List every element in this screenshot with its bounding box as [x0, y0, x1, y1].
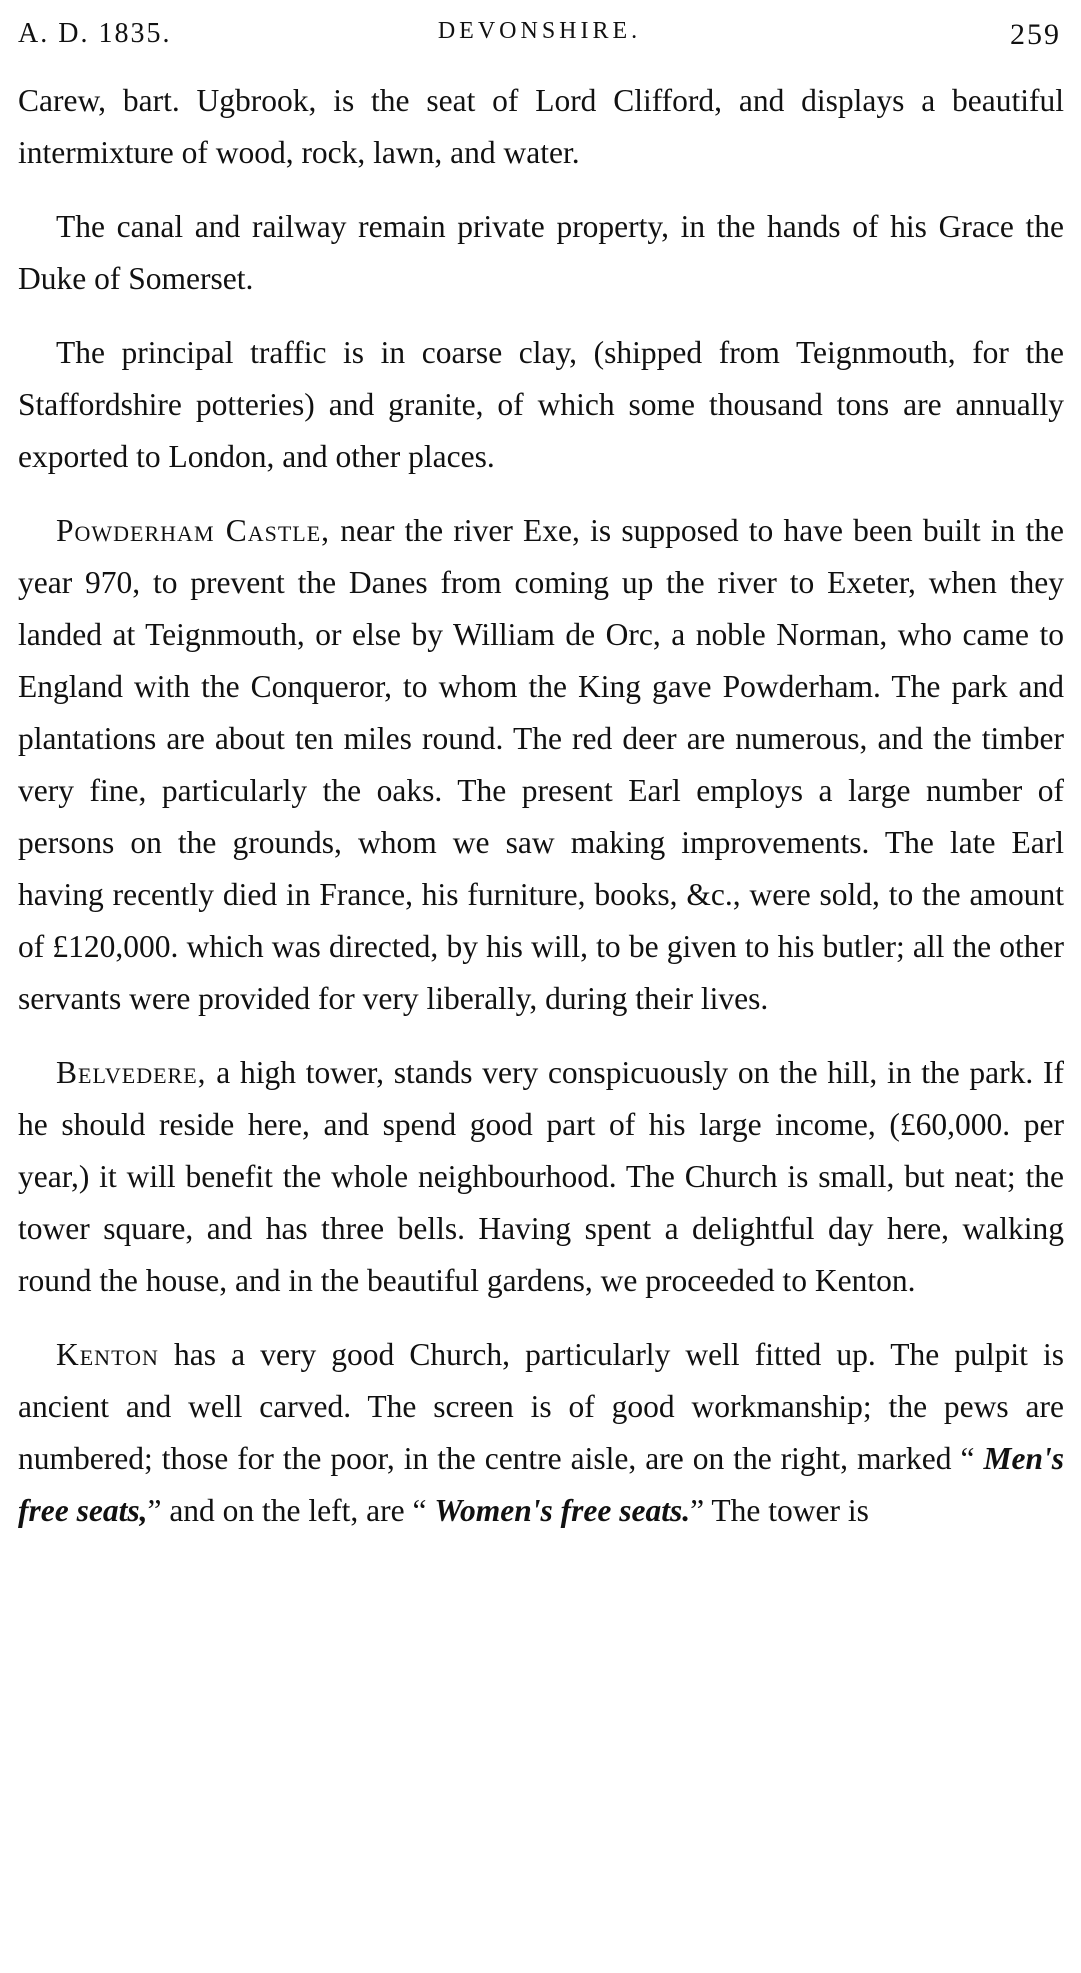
paragraph-belvedere [18, 1047, 1064, 1307]
paragraph-lead: Belvedere, [56, 1055, 207, 1090]
italic-phrase: Men's free seats, [18, 1441, 1064, 1528]
header-date: A. D. 1835. [18, 18, 172, 49]
paragraph-powderham [18, 505, 1064, 1025]
paragraph-lead: Powderham Castle, [56, 513, 331, 548]
paragraph-traffic [18, 327, 1064, 483]
paragraph-lead: Kenton [56, 1337, 159, 1372]
paragraph-text: ” and on the left, are “ [147, 1493, 435, 1528]
running-head [18, 18, 1061, 58]
paragraph-text: ” The tower is [690, 1493, 869, 1528]
header-title: DEVONSHIRE. [437, 18, 642, 44]
body-text [18, 75, 1064, 1559]
paragraph-text: The principal traffic is in coarse clay, (shipped from Teignmouth, for the Staffordshire potteries) and granite, of which some thousand tons are annually exported to London, and other places. [18, 335, 1064, 474]
page-number: 259 [1010, 18, 1061, 51]
paragraph-kenton [18, 1329, 1064, 1537]
paragraph-text: near the river Exe, is supposed to have been built in the year 970, to prevent the Danes from coming up the river to Exeter, when they landed at Teignmouth, or else by William de Orc, a noble Norman, who came to England with the Conqueror, to whom the King gave Powderham. The park and plantations are about ten miles round. The red deer are numerous, and the timber very fine, particularly the oaks. The present Earl employs a large number of persons on the grounds, whom we saw making improvements. The late Earl having recently died in France, his furniture, books, &c., were sold, to the amount of £120,000. which was directed, by his will, to be given to his butler; all the other servants were provided for very liberally, during their lives. [18, 513, 1064, 1016]
paragraph-text: a high tower, stands very conspicuously on the hill, in the park. If he should reside here, and spend good part of his large income, (£60,000. per year,) it will benefit the whole neighbourhood. The Church is small, but neat; the tower square, and has three bells. Having spent a delightful day here, walking round the house, and in the beautiful gardens, we proceeded to Kenton. [18, 1055, 1064, 1298]
paragraph-ugbrook [18, 75, 1064, 179]
paragraph-text: has a very good Church, particularly well fitted up. The pulpit is ancient and well carved. The screen is of good workmanship; the pews are numbered; those for the poor, in the centre aisle, are on the right, marked “ [18, 1337, 1064, 1476]
paragraph-text: Carew, bart. Ugbrook, is the seat of Lord Clifford, and displays a beautiful intermixture of wood, rock, lawn, and water. [18, 83, 1064, 170]
paragraph-canal [18, 201, 1064, 305]
paragraph-text: The canal and railway remain private property, in the hands of his Grace the Duke of Somerset. [18, 209, 1064, 296]
italic-phrase: Women's free seats. [434, 1493, 691, 1528]
